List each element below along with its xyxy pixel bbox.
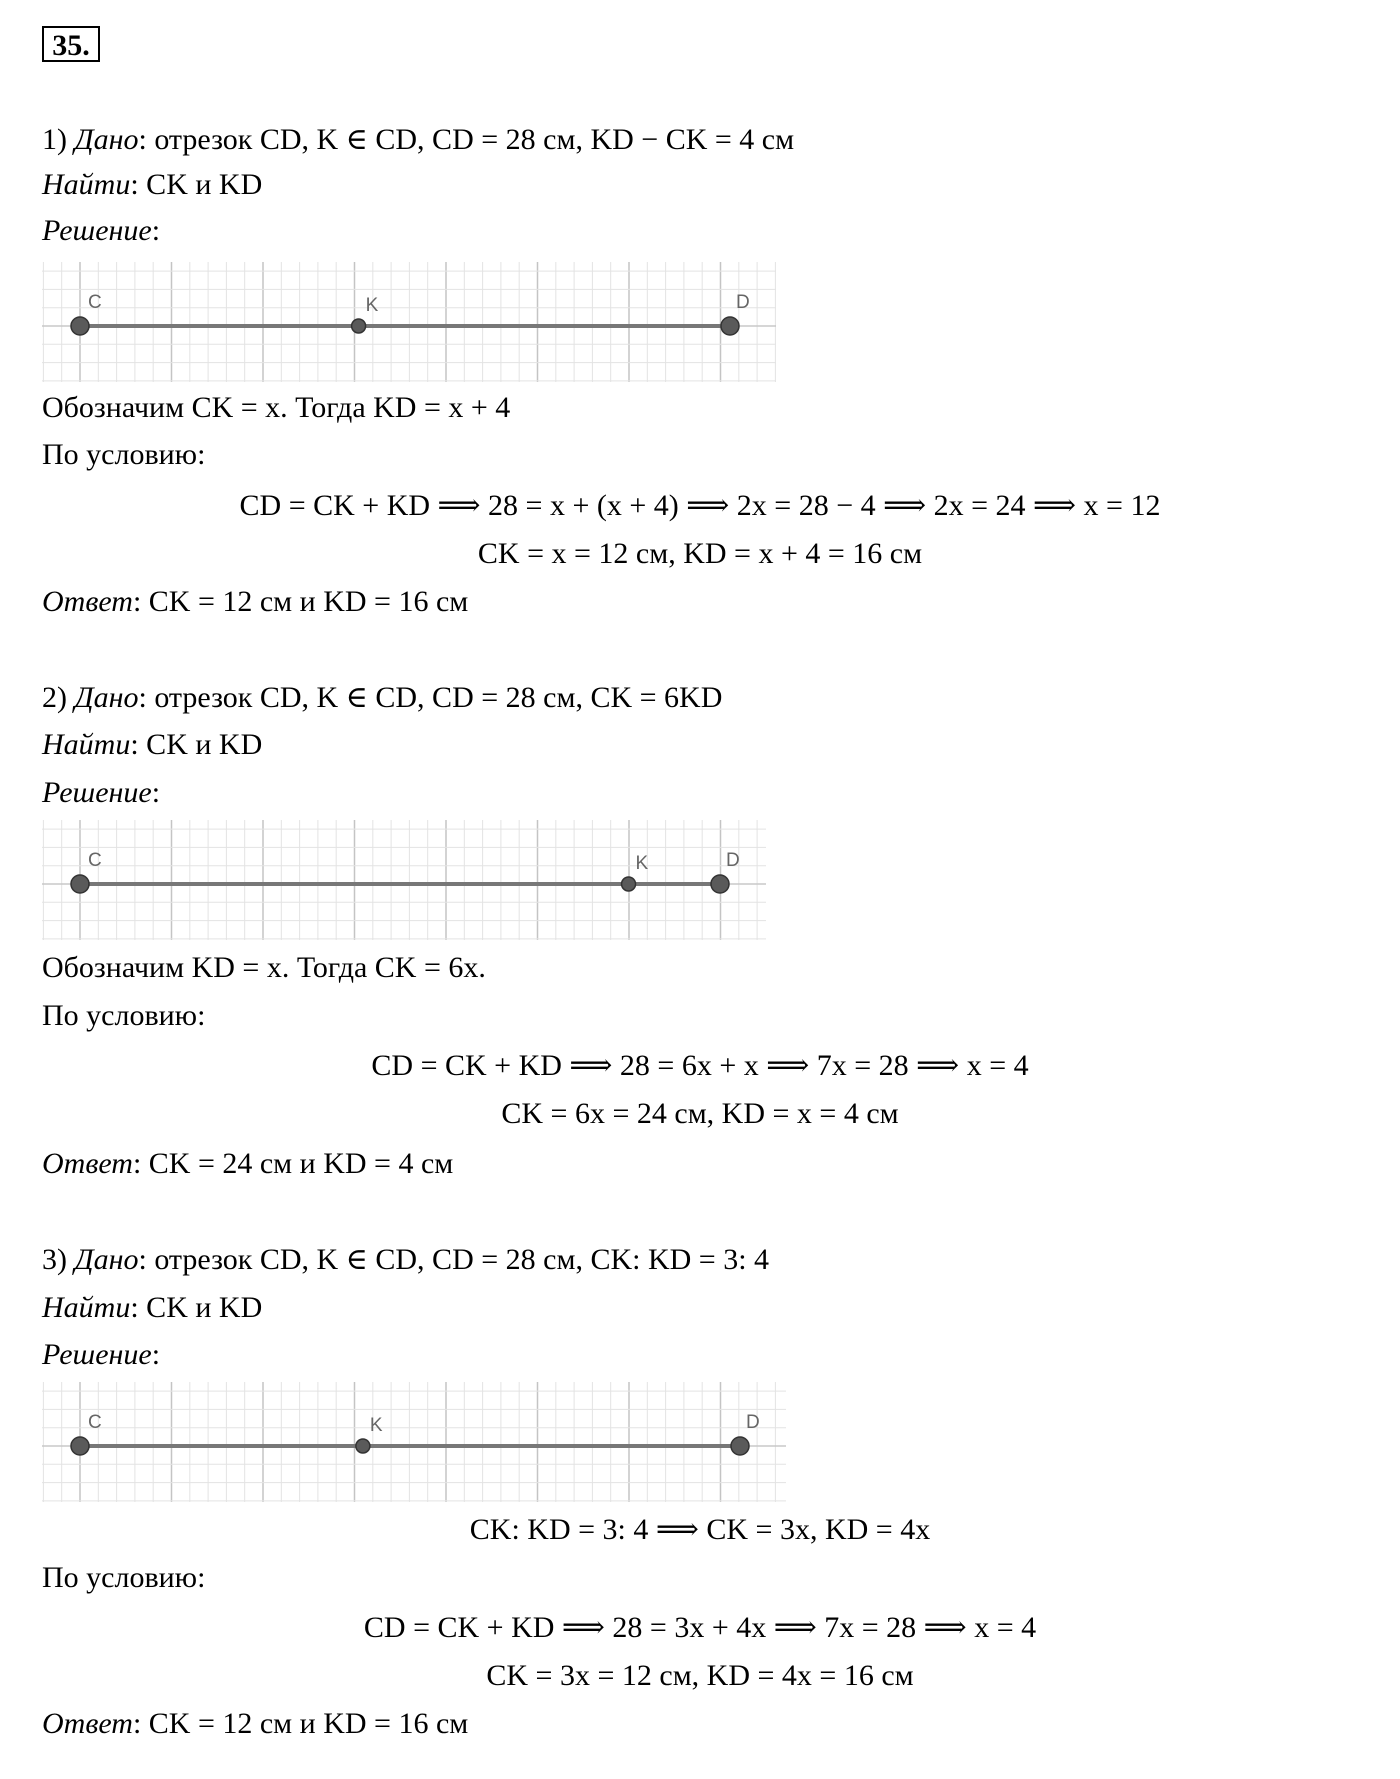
given-label: Дано	[74, 123, 139, 156]
part2-designation: Обозначим KD = x. Тогда CK = 6x.	[42, 951, 486, 984]
given-label: Дано	[74, 1243, 139, 1276]
part2-find-text: : CK и KD	[130, 728, 263, 761]
part2-solution: Решение:	[42, 776, 161, 809]
point-c	[71, 317, 89, 335]
point-d	[731, 1437, 749, 1455]
grid	[42, 262, 776, 382]
part2-segment-figure	[42, 820, 766, 940]
answer-label: Ответ	[42, 1707, 133, 1740]
solution-label: Решение	[42, 214, 152, 247]
part3-answer	[42, 1706, 468, 1742]
label-d: D	[726, 850, 740, 871]
find-label: Найти	[42, 1291, 131, 1324]
part3-equation-2: CK = 3x = 12 см, KD = 4x = 16 см	[486, 1659, 914, 1692]
part2-find	[42, 727, 262, 763]
part3-solution: Решение:	[42, 1338, 161, 1371]
part1-answer-text: : CK = 12 см и KD = 16 см	[132, 585, 469, 618]
point-k	[356, 1439, 370, 1453]
part3-ratio: CK: KD = 3: 4 ⟹ CK = 3x, KD = 4x	[469, 1513, 931, 1546]
part3-segment-figure	[42, 1382, 786, 1502]
part1-equation-1: CD = CK + KD ⟹ 28 = x + (x + 4) ⟹ 2x = 28 − 4 ⟹ 2x = 24 ⟹ x = 12	[239, 489, 1161, 522]
label-d: D	[736, 292, 750, 313]
part1-given-text: : отрезок CD, K ∈ CD, CD = 28 см, KD − CK = 4 см	[138, 123, 795, 156]
point-k	[622, 877, 636, 891]
part2-answer	[42, 1146, 453, 1182]
part3-given-text: : отрезок CD, K ∈ CD, CD = 28 см, CK: KD = 3: 4	[138, 1243, 770, 1276]
part3-answer-text: : CK = 12 см и KD = 16 см	[132, 1707, 469, 1740]
part2-number: 2)	[42, 681, 67, 714]
solution-label: Решение	[42, 776, 152, 809]
part2-given	[42, 680, 722, 716]
solution-label: Решение	[42, 1338, 152, 1371]
task-number: 35.	[42, 26, 100, 62]
find-label: Найти	[42, 728, 131, 761]
part2-equation-1: CD = CK + KD ⟹ 28 = 6x + x ⟹ 7x = 28 ⟹ x = 4	[371, 1049, 1029, 1082]
part3-number: 3)	[42, 1243, 67, 1276]
label-d: D	[746, 1412, 760, 1433]
part3-find	[42, 1290, 262, 1326]
given-label: Дано	[74, 681, 139, 714]
part3-find-text: : CK и KD	[130, 1291, 263, 1324]
part1-number: 1)	[42, 123, 67, 156]
answer-label: Ответ	[42, 585, 133, 618]
point-k	[352, 319, 366, 333]
part1-designation: Обозначим CK = x. Тогда KD = x + 4	[42, 391, 511, 424]
answer-label: Ответ	[42, 1147, 133, 1180]
label-k: K	[369, 1415, 383, 1436]
part1-segment-figure	[42, 262, 776, 382]
label-c: C	[88, 1412, 102, 1433]
point-d	[721, 317, 739, 335]
part2-by-condition: По условию:	[42, 999, 206, 1032]
part1-given	[42, 122, 794, 158]
grid	[42, 1382, 786, 1502]
part3-equation-1: CD = CK + KD ⟹ 28 = 3x + 4x ⟹ 7x = 28 ⟹ x = 4	[363, 1611, 1037, 1644]
point-c	[71, 875, 89, 893]
label-k: K	[635, 853, 649, 874]
part2-answer-text: : CK = 24 см и KD = 4 см	[132, 1147, 454, 1180]
part1-find	[42, 167, 262, 203]
part1-answer	[42, 584, 468, 620]
label-c: C	[88, 292, 102, 313]
part1-by-condition: По условию:	[42, 438, 206, 471]
part2-given-text: : отрезок CD, K ∈ CD, CD = 28 см, CK = 6KD	[138, 681, 723, 714]
part2-equation-2: CK = 6x = 24 см, KD = x = 4 см	[501, 1097, 899, 1130]
part3-by-condition: По условию:	[42, 1561, 206, 1594]
point-d	[711, 875, 729, 893]
label-k: K	[365, 295, 379, 316]
part1-find-text: : CK и KD	[130, 168, 263, 201]
point-c	[71, 1437, 89, 1455]
label-c: C	[88, 850, 102, 871]
part1-equation-2: CK = x = 12 см, KD = x + 4 = 16 см	[477, 537, 923, 570]
part1-solution: Решение:	[42, 214, 161, 247]
find-label: Найти	[42, 168, 131, 201]
part3-given	[42, 1242, 769, 1278]
grid	[42, 820, 766, 940]
